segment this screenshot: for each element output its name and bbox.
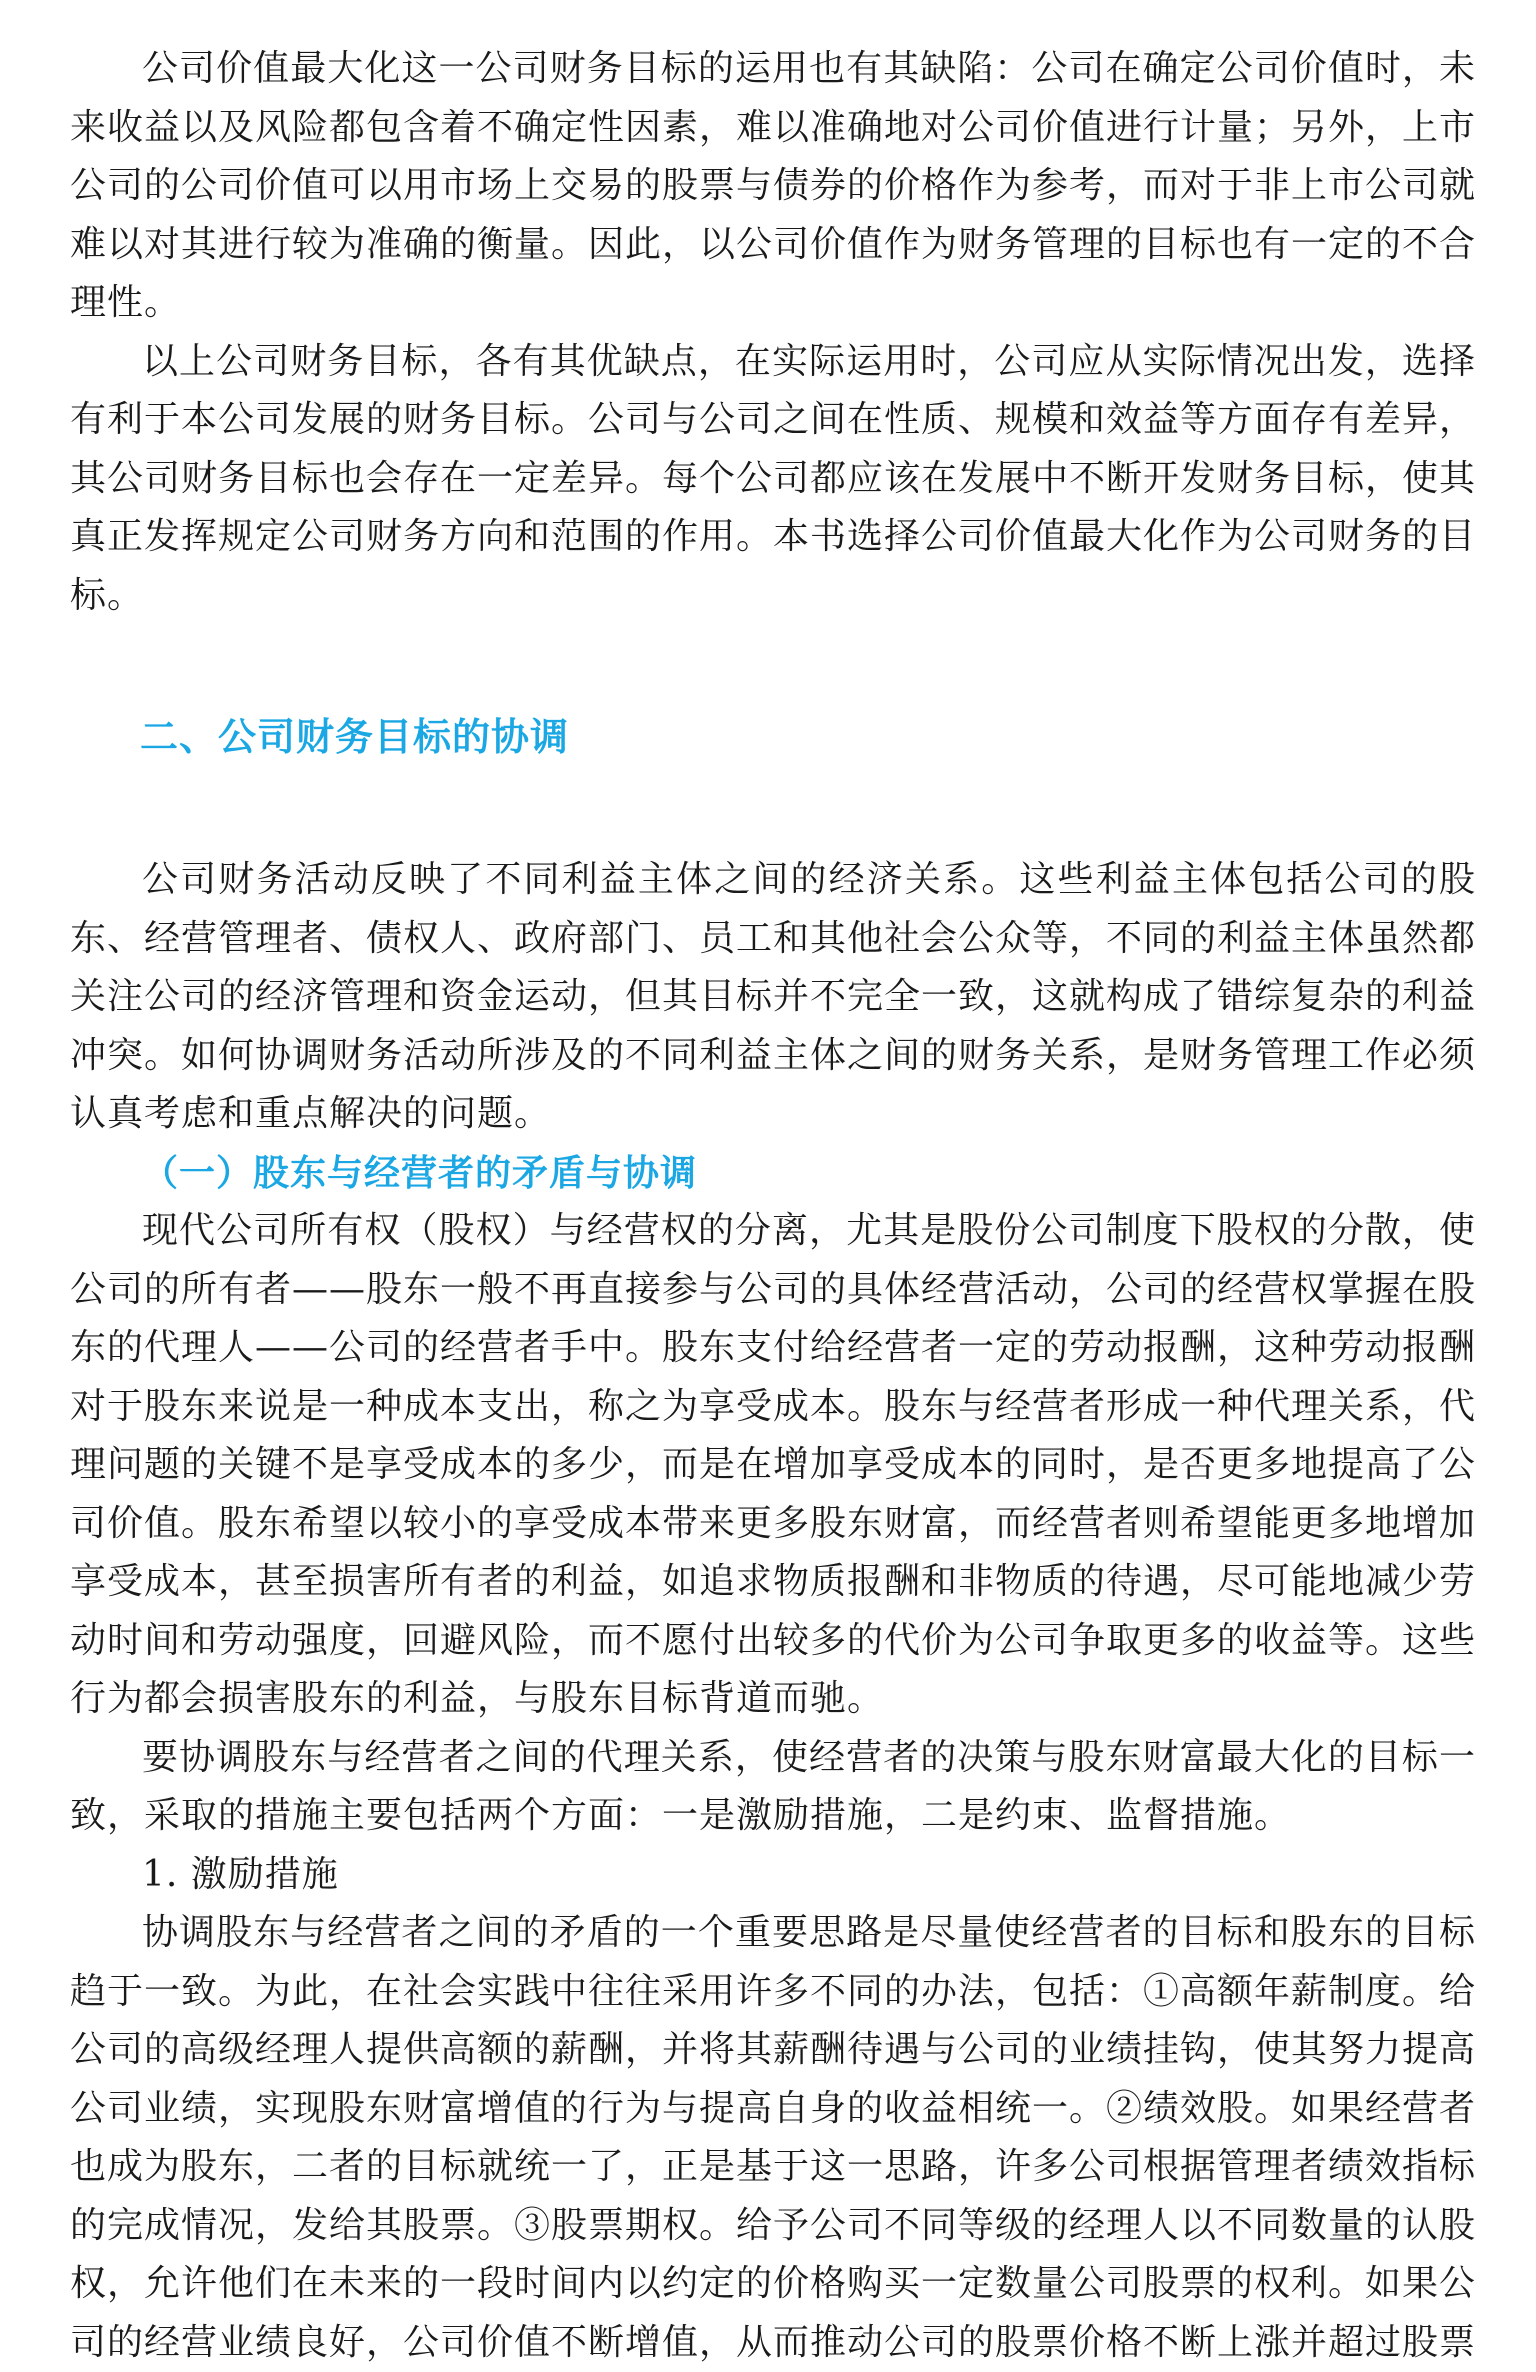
paragraph-goal-selection: 以上公司财务目标，各有其优缺点，在实际运用时，公司应从实际情况出发，选择有利于本公司发展的财务目标。公司与公司之间在性质、规模和效益等方面存有差异，其公司财务目标也会存在一定差异。每个公司都应该在发展中不断开发财务目标，使其真正发挥规定公司财务方向和范围的作用。本书选择公司价值最大化作为公司财务的目标。 — [70, 340, 1477, 616]
heading-spacer — [70, 767, 1476, 851]
paragraph-coordination-measures: 要协调股东与经营者之间的代理关系，使经营者的决策与股东财富最大化的目标一致，采取的措施主要包括两个方面：一是激励措施，二是约束、监督措施。 — [70, 1736, 1476, 1836]
subsection-heading: （一）股东与经营者的矛盾与协调 — [142, 1151, 698, 1194]
paragraph-value-maximization-drawbacks: 公司价值最大化这一公司财务目标的运用也有其缺陷：公司在确定公司价值时，未来收益以及风险都包含着不确定性因素，难以准确地对公司价值进行计量；另外，上市公司的公司价值可以用市场上交易的股票与债券的价格作为参考，而对于非上市公司就难以对其进行较为准确的衡量。因此，以公司价值作为财务管理的目标也有一定的不合理性。 — [70, 48, 1477, 323]
paragraph-incentive-measures: 协调股东与经营者之间的矛盾的一个重要思路是尽量使经营者的目标和股东的目标趋于一致。为此，在社会实践中往往采用许多不同的办法，包括：①高额年薪制度。给公司的高级经理人提供高额的薪酬，并将其薪酬待遇与公司的业绩挂钩，使其努力提高公司业绩，实现股东财富增值的行为与提高自身的收益相统一。②绩效股。如果经营者也成为股东，二者的目标就统一了，正是基于这一思路，许多公司根据管理者绩效指标的完成情况，发给其股票。③股票期权。给予公司不同等级的经理人以不同数量的认股权，允许他们在未来的一段时间内以约定的价格购买一定数量公司股票的权利。如果公司的经营业绩良好，公司价值不断增值，从而推动公司的股票价格不断上涨并超过股票 — [70, 1912, 1477, 2363]
item-heading: 1. 激励措施 — [142, 1853, 339, 1895]
paragraph-agency-relationship: 现代公司所有权（股权）与经营权的分离，尤其是股份公司制度下股权的分散，使公司的所有者——股东一般不再直接参与公司的具体经营活动，公司的经营权掌握在股东的代理人——公司的经营者手中。股东支付给经营者一定的劳动报酬，这种劳动报酬对于股东来说是一种成本支出，称之为享受成本。股东与经营者形成一种代理关系，代理问题的关键不是享受成本的多少，而是在增加享受成本的同时，是否更多地提高了公司价值。股东希望以较小的享受成本带来更多股东财富，而经营者则希望能更多地增加享受成本，甚至损害所有者的利益，如追求物质报酬和非物质的待遇，尽可能地减少劳动时间和劳动强度，回避风险，而不愿付出较多的代价为公司争取更多的收益等。这些行为都会损害股东的利益，与股东目标背道而驰。 — [70, 1210, 1477, 1719]
section-heading: 二、公司财务目标的协调 — [140, 715, 570, 759]
document-page — [70, 40, 1476, 2372]
section-intro-paragraph: 公司财务活动反映了不同利益主体之间的经济关系。这些利益主体包括公司的股东、经营管理者、债权人、政府部门、员工和其他社会公众等，不同的利益主体虽然都关注公司的经济管理和资金运动，但其目标并不完全一致，这就构成了错综复杂的利益冲突。如何协调财务活动所涉及的不同利益主体之间的财务关系，是财务管理工作必须认真考虑和重点解决的问题。 — [70, 859, 1477, 1134]
